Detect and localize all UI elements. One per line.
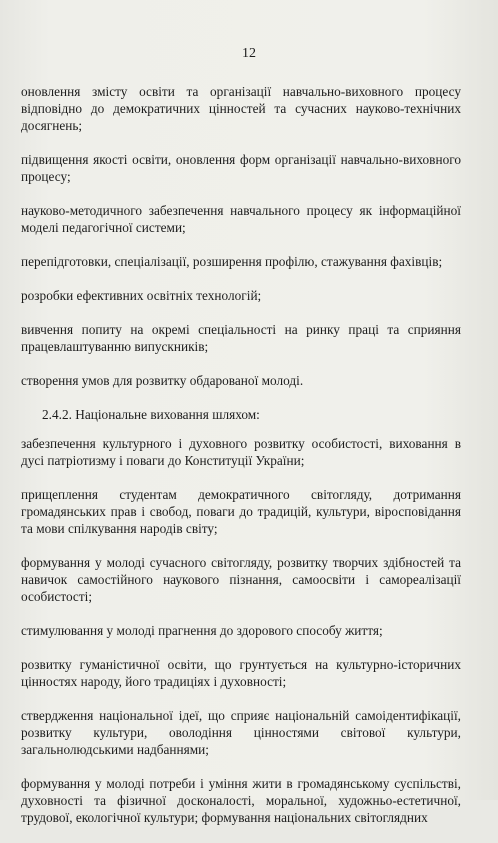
list-item: розвитку гуманістичної освіти, що грунтується на культурно-історичних цінностях народу, його традиціях і духовності; <box>21 657 461 689</box>
list-item: перепідготовки, спеціалізації, розширення профілю, стажування фахівців; <box>21 254 443 269</box>
list-item: ствердження національної ідеї, що сприяє національній самоідентифікації, розвитку культури, оволодіння цінностями світової культури, загальнолюдськими надбаннями; <box>21 708 461 757</box>
list-item: науково-методичного забезпечення навчального процесу як інформаційної моделі педагогічної системи; <box>21 203 461 235</box>
list-item: прищеплення студентам демократичного світогляду, дотримання громадянських прав і свобод, поваги до традицій, культури, віросповідання та мови спілкування народів світу; <box>21 487 461 536</box>
list-item: оновлення змісту освіти та організації навчально-виховного процесу відповідно до демократичних цінностей та сучасних науково-технічних досягнень; <box>21 84 461 133</box>
list-item: створення умов для розвитку обдарованої молоді. <box>21 373 304 388</box>
list-item: формування у молоді сучасного світогляду, розвитку творчих здібностей та навичок самостійного наукового пізнання, самоосвіти і самореалізації особистості; <box>21 555 461 604</box>
list-item: забезпечення культурного і духовного розвитку особистості, виховання в дусі патріотизму і поваги до Конституції України; <box>21 436 461 468</box>
list-item: підвищення якості освіти, оновлення форм організації навчально-виховного процесу; <box>21 152 461 184</box>
document-body <box>21 83 461 843</box>
section-heading: 2.4.2. Національне виховання шляхом: <box>42 407 260 422</box>
page-number: 12 <box>242 46 256 61</box>
list-item: вивчення попиту на окремі спеціальності на ринку праці та сприяння працевлаштуванню випускників; <box>21 322 461 354</box>
list-item: розробки ефективних освітніх технологій; <box>21 288 262 303</box>
list-item: формування у молоді потреби і уміння жити в громадянському суспільстві, духовності та фізичної досконалості, моральної, художньо-естетичної, трудової, екологічної культури; формування національних світоглядних <box>21 776 461 825</box>
list-item: стимулювання у молоді прагнення до здорового способу життя; <box>21 623 383 638</box>
